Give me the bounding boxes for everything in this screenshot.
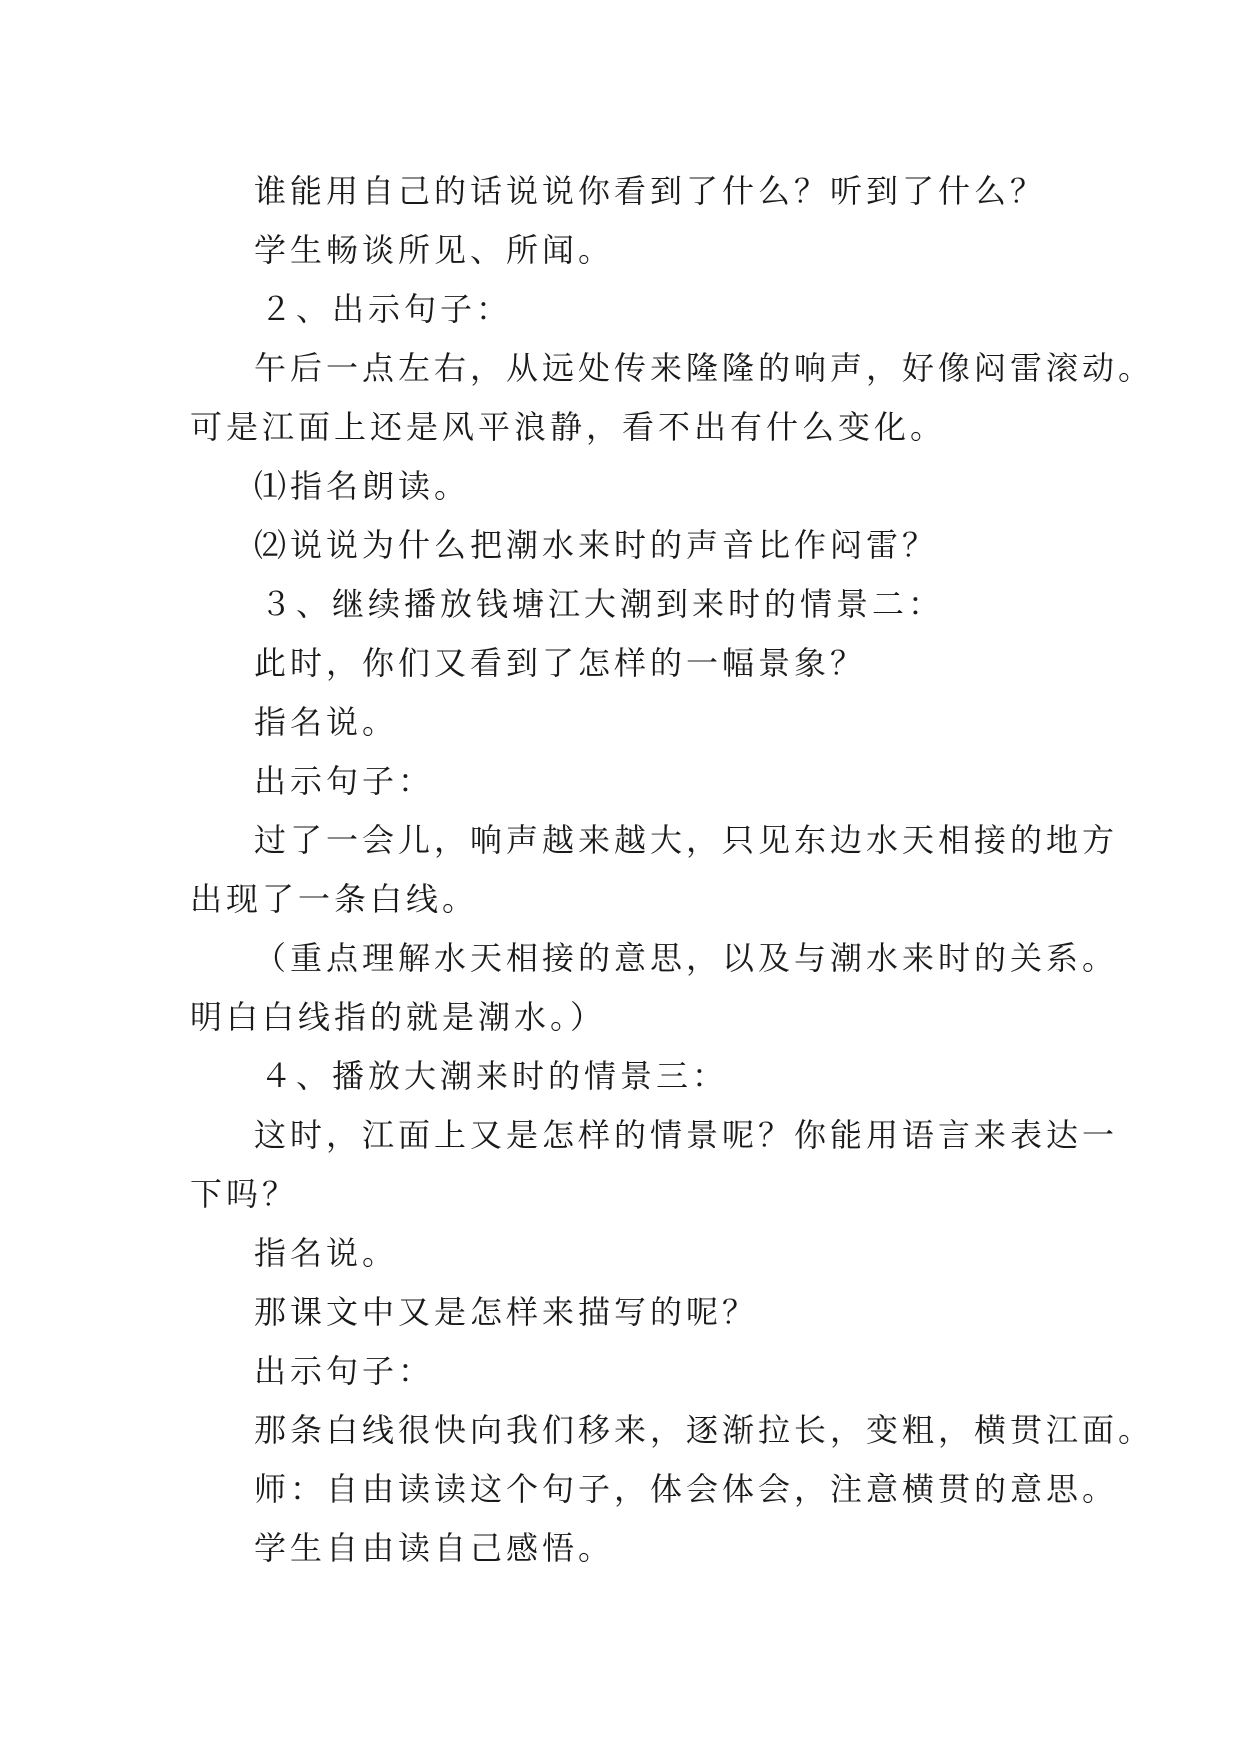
paragraph-line: 那课文中又是怎样来描写的呢？ (254, 1293, 759, 1331)
quoted-sentence: 午后一点左右，从远处传来隆隆的响声，好像闷雷滚动。 (254, 349, 1155, 387)
paragraph-line: 指名说。 (254, 1234, 399, 1272)
step-heading: ４、播放大潮来时的情景三： (260, 1057, 729, 1095)
document-page (190, 162, 1155, 1578)
quoted-sentence-continuation: 出现了一条白线。 (190, 880, 479, 918)
paragraph-line-continuation: 下吗？ (190, 1175, 299, 1213)
sub-step: ⑴指名朗读。 (254, 467, 471, 505)
paragraph-line: 学生自由读自己感悟。 (254, 1529, 615, 1567)
paragraph-line: 此时，你们又看到了怎样的一幅景象？ (254, 644, 867, 682)
paragraph-line: 师：自由读读这个句子，体会体会，注意横贯的意思。 (254, 1470, 1119, 1508)
sub-step: ⑵说说为什么把潮水来时的声音比作闷雷？ (254, 526, 939, 564)
paragraph-line: 出示句子： (254, 762, 435, 800)
paragraph-line: 指名说。 (254, 703, 399, 741)
step-heading: ３、继续播放钱塘江大潮到来时的情景二： (260, 585, 945, 623)
quoted-sentence: 过了一会儿，响声越来越大，只见东边水天相接的地方 (254, 821, 1119, 859)
paragraph-line: 学生畅谈所见、所闻。 (254, 231, 615, 269)
note-line-continuation: 明白白线指的就是潮水。） (190, 998, 607, 1036)
note-line: （重点理解水天相接的意思，以及与潮水来时的关系。 (254, 939, 1119, 977)
paragraph-line: 谁能用自己的话说说你看到了什么？听到了什么？ (254, 172, 1047, 210)
quoted-sentence: 那条白线很快向我们移来，逐渐拉长，变粗，横贯江面。 (254, 1411, 1155, 1449)
quoted-sentence-continuation: 可是江面上还是风平浪静，看不出有什么变化。 (190, 408, 947, 446)
paragraph-line: 这时，江面上又是怎样的情景呢？你能用语言来表达一 (254, 1116, 1119, 1154)
step-heading: ２、出示句子： (260, 290, 513, 328)
paragraph-line: 出示句子： (254, 1352, 435, 1390)
